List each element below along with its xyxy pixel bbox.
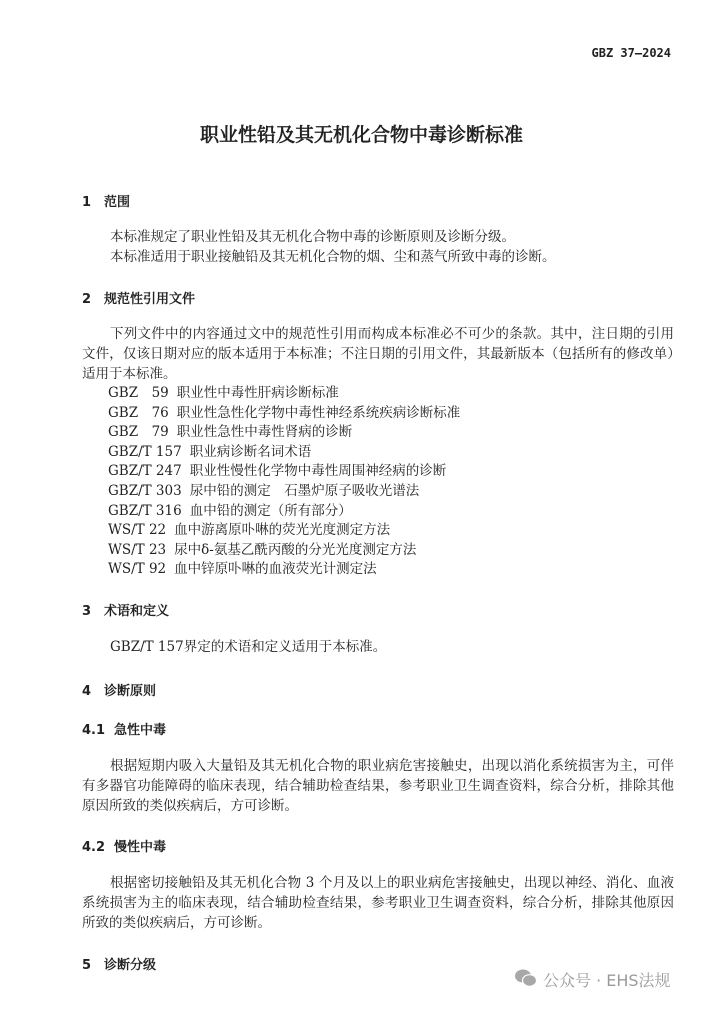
reference-code: GBZ/T 247 (108, 463, 182, 480)
reference-code: GBZ/T 316 (108, 502, 182, 519)
section-4-2-heading: 4.2 慢性中毒 (82, 840, 167, 855)
document-title: 职业性铅及其无机化合物中毒诊断标准 (199, 124, 523, 146)
watermark-text: 公众号 · EHS法规 (543, 971, 671, 990)
watermark (515, 968, 671, 991)
reference-item (108, 482, 460, 502)
reference-code: GBZ/T 303 (108, 482, 182, 499)
reference-title: 职业性急性中毒性肾病的诊断 (176, 424, 353, 441)
reference-item (108, 384, 460, 404)
section-2-heading: 2 规范性引用文件 (82, 292, 196, 307)
reference-code: GBZ 79 (108, 424, 169, 441)
reference-code: GBZ/T 157 (108, 443, 182, 460)
reference-item (108, 462, 460, 482)
standard-code: GBZ 37—2024 (591, 46, 671, 60)
reference-code: GBZ 76 (108, 404, 169, 421)
reference-title: 职业性中毒性肝病诊断标准 (176, 385, 339, 401)
reference-title: 职业性急性化学物中毒性神经系统疾病诊断标准 (176, 404, 461, 421)
reference-title: 尿中δ-氨基乙酰丙酸的分光光度测定方法 (174, 541, 417, 558)
section-3-para: GBZ/T 157界定的术语和定义适用于本标准。 (110, 639, 387, 655)
reference-item (108, 502, 460, 522)
reference-item (108, 404, 460, 424)
reference-title: 血中铅的测定（所有部分） (189, 502, 352, 519)
reference-title: 血中锌原卟啉的血液荧光计测定法 (174, 561, 377, 578)
section-3-heading: 3 术语和定义 (82, 604, 170, 619)
reference-code: WS/T 23 (108, 541, 167, 558)
section-5-heading: 5 诊断分级 (82, 958, 157, 973)
reference-code: WS/T 22 (108, 522, 167, 539)
reference-title: 尿中铅的测定 石墨炉原子吸收光谱法 (189, 482, 420, 499)
reference-code: WS/T 92 (108, 561, 167, 578)
reference-item (108, 560, 460, 580)
reference-item (108, 541, 460, 561)
reference-item (108, 423, 460, 443)
reference-item (108, 443, 460, 463)
reference-title: 职业性慢性化学物中毒性周围神经病的诊断 (189, 463, 447, 480)
section-4-1-para: 根据短期内吸入大量铅及其无机化合物的职业病危害接触史，出现以消化系统损害为主，可伴有多器官功能障碍的临床表现，结合辅助检查结果，参考职业卫生调查资料，综合分析，排除其他原因所致的类似疾病后，方可诊断。 (82, 758, 674, 814)
reference-list (108, 384, 460, 580)
section-4-heading: 4 诊断原则 (82, 684, 157, 699)
section-1-heading: 1 范围 (82, 195, 131, 210)
reference-title: 血中游离原卟啉的荧光光度测定方法 (174, 522, 391, 539)
reference-code: GBZ 59 (108, 385, 169, 401)
section-1-para-2: 本标准适用于职业接触铅及其无机化合物的烟、尘和蒸气所致中毒的诊断。 (110, 249, 556, 265)
wechat-icon (515, 969, 537, 991)
section-4-1-heading: 4.1 急性中毒 (82, 723, 167, 738)
reference-item (108, 521, 460, 541)
section-2-para: 下列文件中的内容通过文中的规范性引用而构成本标准必不可少的条款。其中，注日期的引用文件，仅该日期对应的版本适用于本标准；不注日期的引用文件，其最新版本（包括所有的修改单）适用于本标准。 (82, 326, 674, 382)
reference-title: 职业病诊断名词术语 (189, 443, 312, 460)
section-4-2-para: 根据密切接触铅及其无机化合物 3 个月及以上的职业病危害接触史，出现以神经、消化、血液系统损害为主的临床表现，结合辅助检查结果，参考职业卫生调查资料，综合分析，排除其他原因所致的类似疾病后，方可诊断。 (82, 875, 674, 931)
section-1-para-1: 本标准规定了职业性铅及其无机化合物中毒的诊断原则及诊断分级。 (110, 229, 515, 245)
